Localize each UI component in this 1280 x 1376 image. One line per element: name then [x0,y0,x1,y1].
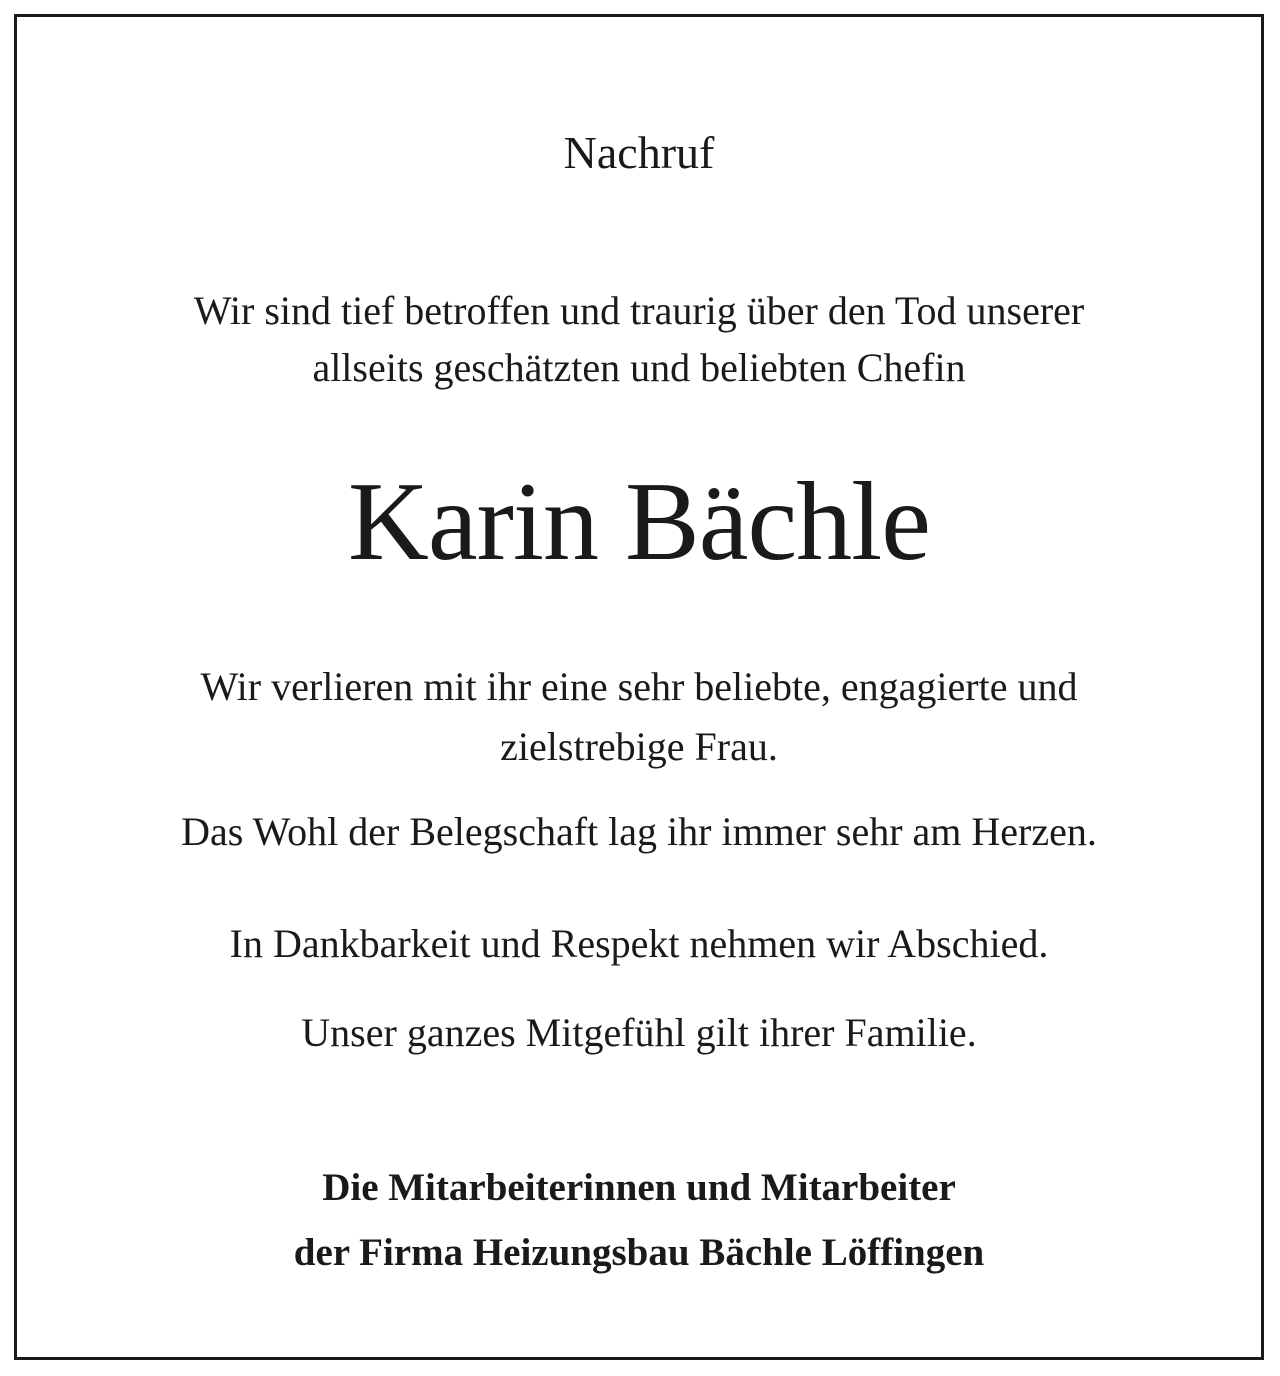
signature-line-1: Die Mitarbeiterinnen und Mitarbeiter [322,1166,956,1209]
obituary-frame [14,14,1264,1360]
body-line-4: In Dankbarkeit und Respekt nehmen wir Abschied. [229,921,1049,966]
body-line-3: Das Wohl der Belegschaft lag ihr immer sehr am Herzen. [181,809,1097,854]
intro-line-1: Wir sind tief betroffen und traurig über den Tod unserer [193,288,1085,333]
notice-heading: Nachruf [563,127,715,178]
intro-line-2: allseits geschätzten und beliebten Chefin [312,345,966,390]
body-line-2: zielstrebige Frau. [500,724,778,769]
signature-line-2: der Firma Heizungsbau Bächle Löffingen [293,1231,985,1274]
body-line-1: Wir verlieren mit ihr eine sehr beliebte, engagierte und [200,664,1078,709]
body-line-5: Unser ganzes Mitgefühl gilt ihrer Familie. [301,1010,977,1055]
deceased-name: Karin Bächle [348,460,930,584]
